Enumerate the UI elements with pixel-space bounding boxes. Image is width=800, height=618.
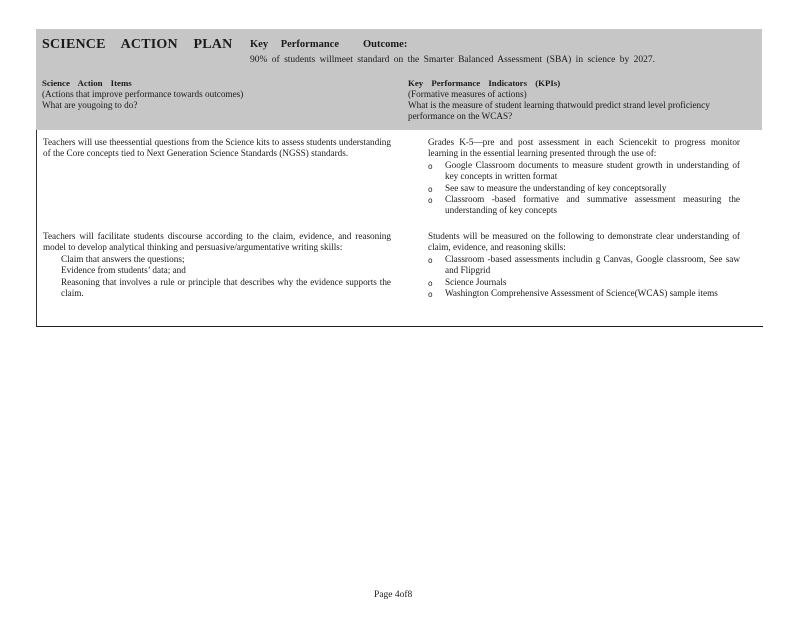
kpi-subitem-text: Classroom -based formative and summative assessment measuring the understanding of key concepts	[445, 194, 740, 216]
row1-action: Teachers will use theessential questions from the Science kits to assess students understanding of the Core concepts tied to Next Generation Science Standards (NGSS) standards.	[43, 137, 391, 159]
kpi-sub2: What is the measure of student learning thatwould predict strand level proficiency performance on the WCAS?	[408, 100, 710, 121]
kpo-label	[250, 39, 407, 50]
kpi-bullet-text: Students will be measured on the following to demonstrate clear understanding of claim, evidence, and reasoning skills:	[428, 231, 740, 253]
kpi-subitem	[410, 194, 740, 217]
circle-bullet-icon: o	[428, 184, 433, 194]
row2-action-intro: Teachers will facilitate students discourse according to the claim, evidence, and reasoning model to develop analytical thinking and persuasive/argumentative writing skills:	[43, 231, 391, 253]
plan-table-body	[36, 130, 763, 327]
action-bullet-text: Claim that answers the questions;	[61, 253, 185, 264]
action-bullet	[43, 277, 391, 300]
action-bullet	[43, 254, 391, 265]
circle-bullet-icon: o	[428, 196, 433, 206]
kpi-bullet	[410, 137, 740, 160]
kpi-subitem-text: Classroom -based assessments includin g Canvas, Google classroom, See saw and Flipgrid	[445, 253, 740, 276]
kpi-subitem	[410, 288, 740, 299]
kpo-text: 90% of students willmeet standard on the Smarter Balanced Assessment (SBA) in science by 2027.	[250, 55, 656, 65]
kpo-outcome-label: Outcome:	[363, 39, 408, 50]
circle-bullet-icon: o	[428, 255, 433, 265]
kpi-bullet	[410, 231, 740, 254]
action-items-sub1: (Actions that improve performance towards outcomes)	[42, 89, 244, 99]
kpi-subitem	[410, 160, 740, 183]
kpi-subitem-text: Google Classroom documents to measure student growth in understanding of key concepts in written format	[445, 159, 740, 182]
action-items-heading: Science Action Items	[42, 78, 132, 88]
kpo-label-text: Key Performance	[250, 39, 340, 50]
circle-bullet-icon: o	[428, 290, 433, 300]
kpi-subitem	[410, 183, 740, 194]
circle-bullet-icon: o	[428, 161, 433, 171]
kpi-sub1: (Formative measures of actions)	[408, 89, 527, 99]
action-bullet-text: Reasoning that involves a rule or principle that describes why the evidence supports the claim.	[61, 276, 391, 299]
kpi-subitem-text: Science Journals	[445, 276, 507, 287]
kpi-header	[408, 78, 738, 122]
row1-kpi	[410, 137, 740, 217]
kpi-subitem-text: See saw to measure the understanding of key conceptsorally	[445, 182, 667, 193]
action-items-header	[42, 78, 402, 111]
kpi-heading: Key Performance Indicators (KPIs)	[408, 78, 561, 88]
kpi-subitem	[410, 277, 740, 288]
action-bullet-text: Evidence from students’ data; and	[61, 265, 186, 276]
plan-header	[36, 29, 762, 130]
row2-action	[43, 231, 391, 299]
action-bullet	[43, 265, 391, 276]
kpi-bullet-text: Grades K-5—pre and post assessment in each Sciencekit to progress monitor learning in the essential learning presented through the use of:	[428, 137, 740, 159]
action-items-sub2: What are yougoing to do?	[42, 100, 138, 110]
circle-bullet-icon: o	[428, 278, 433, 288]
page-number: Page 4of8	[374, 590, 413, 600]
page-title: SCIENCE ACTION PLAN	[42, 37, 233, 52]
row2-kpi	[410, 231, 740, 299]
kpi-subitem-text: Washington Comprehensive Assessment of Science(WCAS) sample items	[445, 288, 718, 299]
kpi-subitem	[410, 254, 740, 277]
